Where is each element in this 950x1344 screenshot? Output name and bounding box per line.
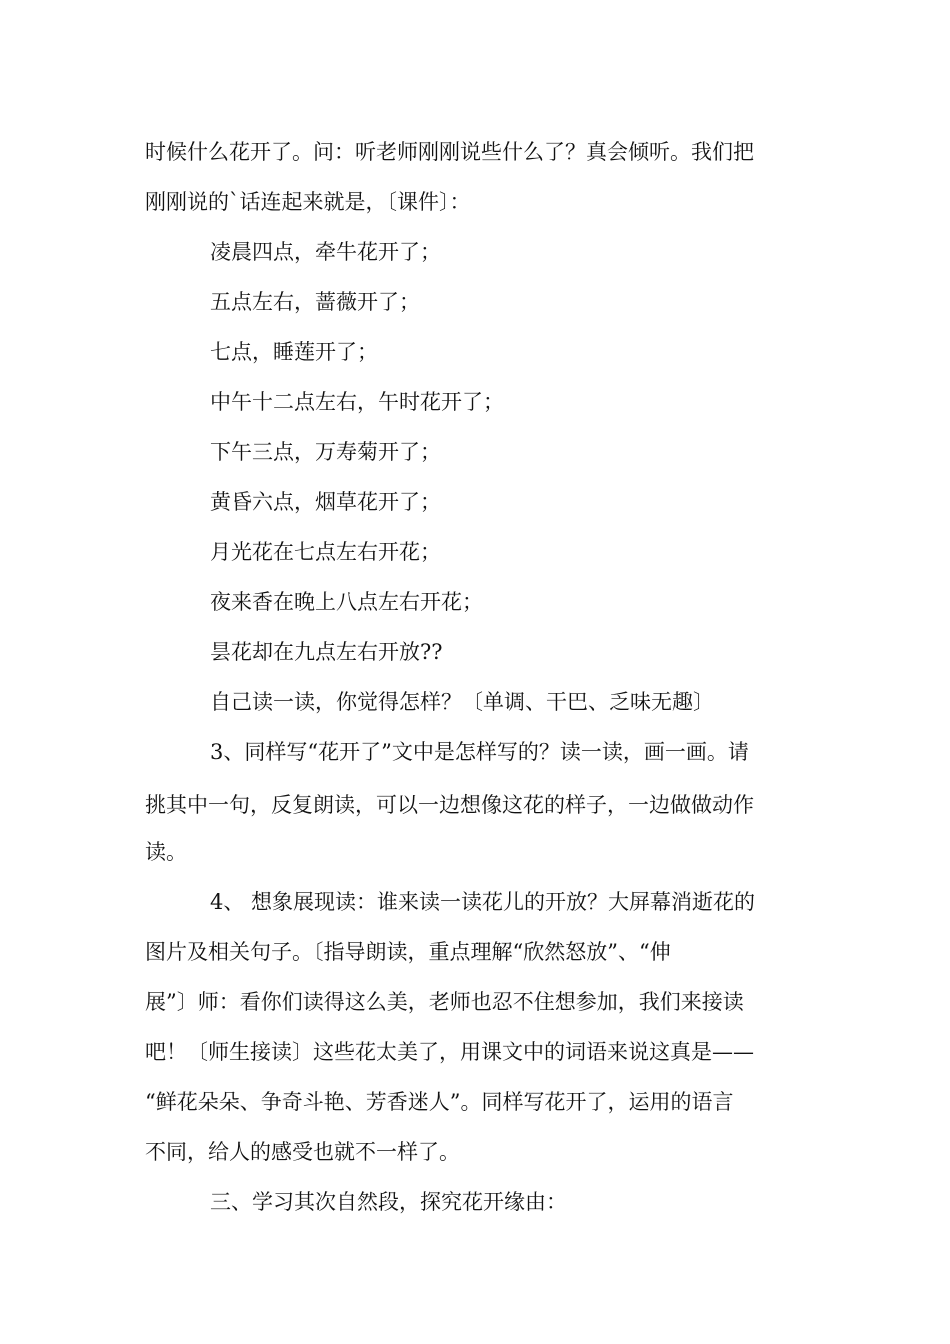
text-line: 下午三点，万寿菊开了； xyxy=(210,440,441,464)
text-line: 4、 想象展现读：谁来读一读花儿的开放？大屏幕消逝花的 xyxy=(210,890,756,914)
text-line: “鲜花朵朵、争奇斗艳、芳香迷人”。同样写花开了，运用的语言 xyxy=(145,1090,734,1114)
text-line: 读。 xyxy=(145,840,187,864)
text-line: 黄昏六点，烟草花开了； xyxy=(210,490,441,514)
text-line: 图片及相关句子。〔指导朗读，重点理解“欣然怒放”、“伸 xyxy=(145,940,671,964)
text-line: 中午十二点左右，午时花开了； xyxy=(210,390,504,414)
text-line: 七点，睡莲开了； xyxy=(210,340,378,364)
text-line: 五点左右，蔷薇开了； xyxy=(210,290,420,314)
text-line: 夜来香在晚上八点左右开花； xyxy=(210,590,483,614)
text-line: 时候什么花开了。问：听老师刚刚说些什么了？真会倾听。我们把 xyxy=(145,140,754,164)
text-line: 展”〕师：看你们读得这么美，老师也忍不住想参加，我们来接读 xyxy=(145,990,744,1014)
text-line: 吧！〔师生接读〕这些花太美了，用课文中的词语来说这真是—— xyxy=(145,1040,754,1064)
text-line: 不同，给人的感受也就不一样了。 xyxy=(145,1140,460,1164)
text-line: 3、同样写“花开了”文中是怎样写的？读一读，画一画。请 xyxy=(210,740,749,764)
section-heading: 三、学习其次自然段，探究花开缘由： xyxy=(210,1190,567,1214)
text-line: 月光花在七点左右开花； xyxy=(210,540,441,564)
text-line: 昙花却在九点左右开放?? xyxy=(210,640,443,664)
text-line: 刚刚说的`话连起来就是，〔课件〕： xyxy=(145,190,471,214)
text-line: 凌晨四点，牵牛花开了； xyxy=(210,240,441,264)
text-line: 挑其中一句，反复朗读，可以一边想像这花的样子，一边做做动作 xyxy=(145,793,754,817)
text-line: 自己读一读，你觉得怎样？〔单调、干巴、乏味无趣〕 xyxy=(210,690,714,714)
